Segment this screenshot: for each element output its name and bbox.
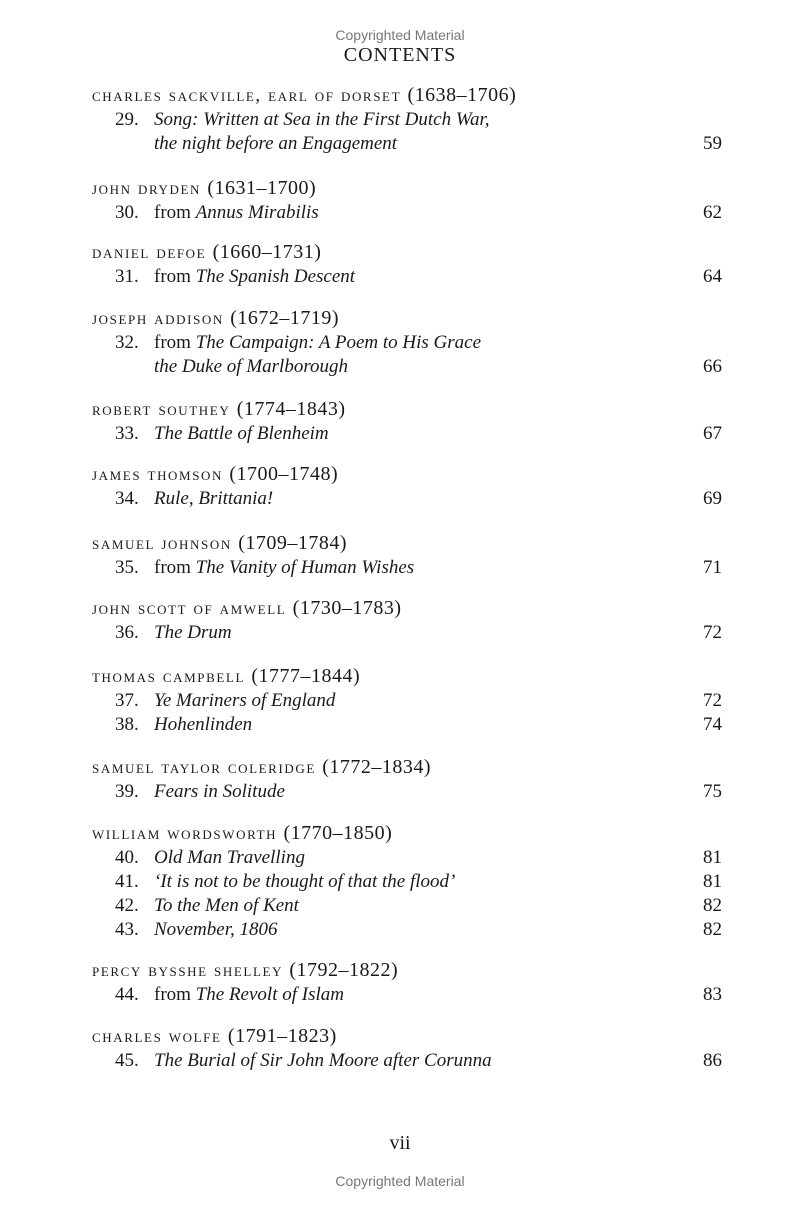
entry-number: 40.: [115, 847, 139, 868]
entry-title-continued: the night before an Engagement: [154, 133, 398, 154]
author-heading: [92, 175, 722, 201]
entry-number: 39.: [115, 781, 139, 802]
toc-section: [92, 530, 722, 580]
entry-page: 81: [703, 871, 722, 892]
entry-title: Rule, Brittania!: [154, 488, 274, 509]
watermark-bottom: Copyrighted Material: [335, 1173, 465, 1189]
entry-title-continued: the Duke of Marlborough: [154, 356, 349, 377]
entry-number: 30.: [115, 202, 139, 223]
entry-page: 86: [703, 1050, 722, 1071]
toc-section: [92, 461, 722, 511]
entry-number: 41.: [115, 871, 139, 892]
author-name: john scott of amwell: [92, 598, 287, 619]
entry-title: November, 1806: [154, 919, 278, 940]
entry-page: 72: [703, 622, 722, 643]
entry-title: Old Man Travelling: [154, 847, 305, 868]
entry-title: Annus Mirabilis: [195, 202, 319, 223]
author-name: william wordsworth: [92, 823, 278, 844]
entry-number: 29.: [115, 109, 139, 130]
author-dates: (1700–1748): [229, 463, 339, 485]
entry-number: 42.: [115, 895, 139, 916]
entry-title: Song: Written at Sea in the First Dutch War,: [154, 109, 490, 130]
entry-prefix: from: [154, 202, 196, 223]
entry-page: 66: [703, 356, 722, 377]
entry-page: 82: [703, 919, 722, 940]
author-heading: [92, 595, 722, 621]
author-dates: (1792–1822): [289, 959, 399, 981]
toc-entry[interactable]: [92, 846, 722, 870]
toc-entry[interactable]: [92, 422, 722, 446]
toc-section: [92, 239, 722, 289]
author-dates: (1770–1850): [283, 822, 393, 844]
author-dates: (1730–1783): [292, 597, 402, 619]
author-heading: [92, 754, 722, 780]
entry-page: 62: [703, 202, 722, 223]
author-name: charles sackville, earl of dorset: [92, 85, 402, 106]
entry-prefix: from: [154, 984, 196, 1005]
entry-title: The Battle of Blenheim: [154, 423, 329, 444]
entry-number: 34.: [115, 488, 139, 509]
author-name: james thomson: [92, 464, 224, 485]
toc-section: [92, 1023, 722, 1073]
toc-entry[interactable]: [92, 870, 722, 894]
entry-page: 72: [703, 690, 722, 711]
author-name: charles wolfe: [92, 1026, 222, 1047]
entry-page: 69: [703, 488, 722, 509]
toc-entry[interactable]: [92, 621, 722, 645]
author-heading: [92, 82, 722, 108]
author-heading: [92, 1023, 722, 1049]
entry-prefix: from: [154, 557, 196, 578]
author-heading: [92, 957, 722, 983]
author-dates: (1777–1844): [251, 665, 361, 687]
page-number: vii: [389, 1132, 411, 1154]
page-title: CONTENTS: [343, 44, 457, 66]
toc-entry[interactable]: [92, 108, 722, 156]
toc-section: [92, 396, 722, 446]
author-heading: [92, 461, 722, 487]
author-dates: (1774–1843): [236, 398, 346, 420]
entry-number: 35.: [115, 557, 139, 578]
toc-section: [92, 820, 722, 942]
entry-prefix: from: [154, 332, 196, 353]
entry-number: 38.: [115, 714, 139, 735]
author-name: john dryden: [92, 178, 202, 199]
toc-section: [92, 957, 722, 1007]
entry-title: ‘It is not to be thought of that the flood’: [154, 871, 456, 892]
author-name: thomas campbell: [92, 666, 245, 687]
entry-page: 82: [703, 895, 722, 916]
entry-number: 44.: [115, 984, 139, 1005]
toc-entry[interactable]: [92, 201, 722, 225]
toc-entry[interactable]: [92, 556, 722, 580]
entry-title: The Campaign: A Poem to His Grace: [195, 332, 482, 353]
author-name: samuel taylor coleridge: [92, 757, 316, 778]
entry-number: 37.: [115, 690, 139, 711]
toc-entry[interactable]: [92, 894, 722, 918]
toc-section: [92, 82, 722, 156]
toc-entry[interactable]: [92, 487, 722, 511]
entry-number: 43.: [115, 919, 139, 940]
toc-section: [92, 663, 722, 737]
toc-entry[interactable]: [92, 983, 722, 1007]
author-heading: [92, 663, 722, 689]
author-dates: (1772–1834): [322, 756, 432, 778]
watermark-top: Copyrighted Material: [335, 27, 465, 43]
author-dates: (1709–1784): [238, 532, 348, 554]
entry-page: 67: [703, 423, 722, 444]
author-heading: [92, 396, 722, 422]
entry-number: 36.: [115, 622, 139, 643]
entry-prefix: from: [154, 266, 196, 287]
entry-page: 83: [703, 984, 722, 1005]
toc-entry[interactable]: [92, 689, 722, 713]
toc-section: [92, 175, 722, 225]
entry-title: Hohenlinden: [154, 714, 253, 735]
entry-title: The Vanity of Human Wishes: [195, 557, 415, 578]
author-name: percy bysshe shelley: [92, 960, 284, 981]
author-name: joseph addison: [92, 308, 224, 329]
entry-title: Fears in Solitude: [154, 781, 285, 802]
entry-title: Ye Mariners of England: [154, 690, 336, 711]
toc-section: [92, 754, 722, 804]
toc-entry[interactable]: [92, 780, 722, 804]
entry-title: To the Men of Kent: [154, 895, 299, 916]
author-name: samuel johnson: [92, 533, 232, 554]
author-dates: (1791–1823): [227, 1025, 337, 1047]
toc-section: [92, 305, 722, 379]
entry-number: 45.: [115, 1050, 139, 1071]
entry-page: 71: [703, 557, 722, 578]
author-dates: (1638–1706): [407, 84, 517, 106]
entry-page: 74: [703, 714, 722, 735]
author-dates: (1631–1700): [207, 177, 317, 199]
entry-page: 75: [703, 781, 722, 802]
entry-number: 33.: [115, 423, 139, 444]
toc-entry[interactable]: [92, 918, 722, 942]
author-name: daniel defoe: [92, 242, 207, 263]
entry-page: 59: [703, 133, 722, 154]
entry-title: The Revolt of Islam: [195, 984, 344, 1005]
entry-title: The Spanish Descent: [195, 266, 356, 287]
entry-title: The Drum: [154, 622, 232, 643]
toc-entry[interactable]: [92, 331, 722, 379]
author-dates: (1672–1719): [230, 307, 340, 329]
author-heading: [92, 239, 722, 265]
author-dates: (1660–1731): [212, 241, 322, 263]
entry-page: 81: [703, 847, 722, 868]
toc-entry[interactable]: [92, 1049, 722, 1073]
entry-page: 64: [703, 266, 722, 287]
toc-section: [92, 595, 722, 645]
entry-title: The Burial of Sir John Moore after Corunna: [154, 1050, 492, 1071]
author-heading: [92, 530, 722, 556]
toc-entry[interactable]: [92, 713, 722, 737]
toc-entry[interactable]: [92, 265, 722, 289]
author-heading: [92, 305, 722, 331]
entry-number: 32.: [115, 332, 139, 353]
entry-number: 31.: [115, 266, 139, 287]
author-name: robert southey: [92, 399, 231, 420]
author-heading: [92, 820, 722, 846]
